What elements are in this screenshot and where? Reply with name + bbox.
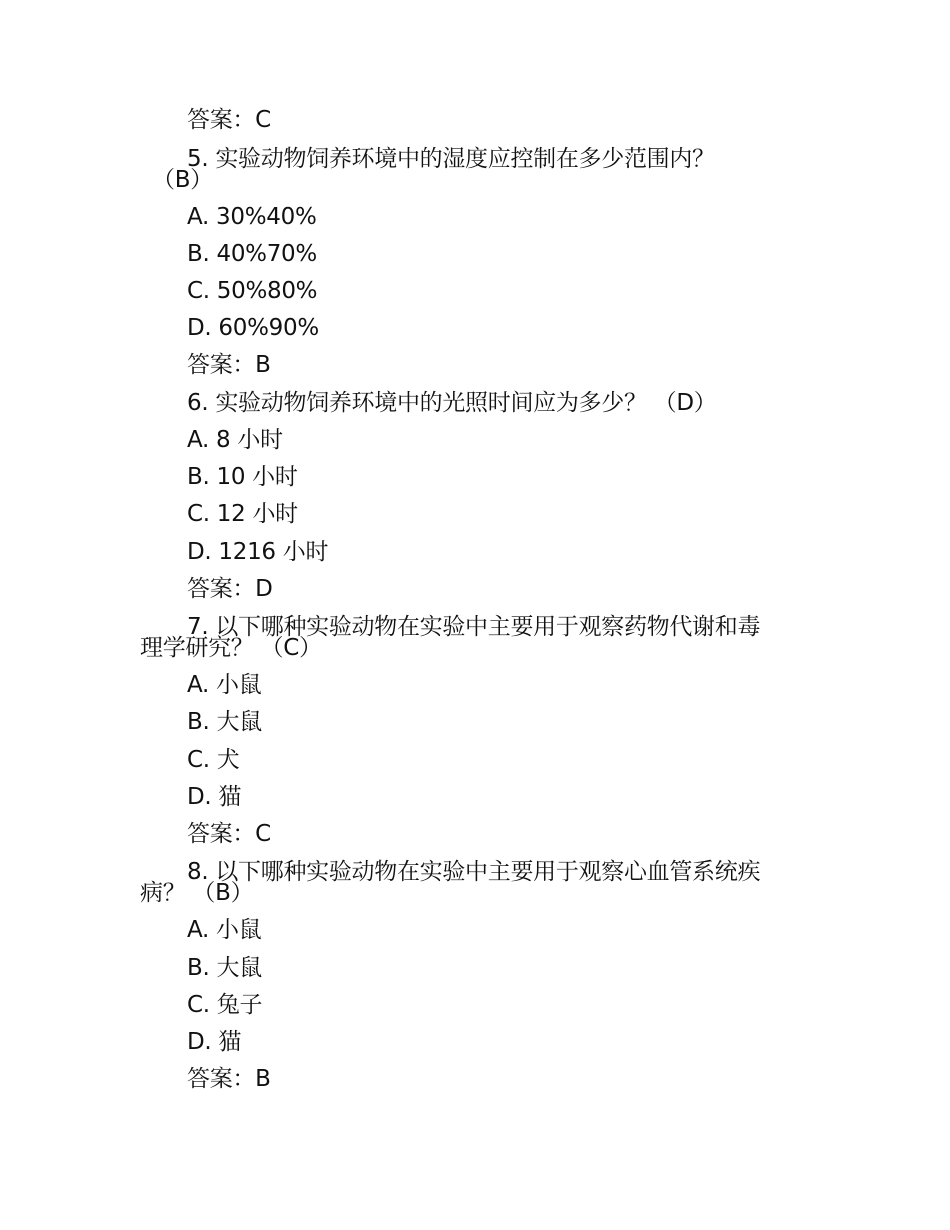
answer-line: 答案：C <box>187 821 271 847</box>
option-a: A. 小鼠 <box>187 672 262 698</box>
question-5: 5. 实验动物饲养环境中的湿度应控制在多少范围内？ <box>187 146 715 172</box>
option-b: B. 40%70% <box>187 241 317 267</box>
question-8: 8. 以下哪种实验动物在实验中主要用于观察心血管系统疾 <box>187 859 761 885</box>
question-5-continuation: （B） <box>152 167 213 193</box>
answer-line: 答案：B <box>187 1066 271 1092</box>
option-b: B. 大鼠 <box>187 709 262 735</box>
question-7-continuation: 理学研究？ （C） <box>140 635 322 661</box>
option-d: D. 1216 小时 <box>187 539 329 565</box>
option-c: C. 12 小时 <box>187 501 298 527</box>
answer-line: 答案：B <box>187 352 271 378</box>
option-a: A. 8 小时 <box>187 427 283 453</box>
option-b: B. 大鼠 <box>187 955 262 981</box>
option-a: A. 30%40% <box>187 204 317 230</box>
option-c: C. 兔子 <box>187 992 263 1018</box>
option-d: D. 60%90% <box>187 315 319 341</box>
option-d: D. 猫 <box>187 784 242 810</box>
question-8-continuation: 病？ （B） <box>140 880 254 906</box>
question-6: 6. 实验动物饲养环境中的光照时间应为多少？ （D） <box>187 390 717 416</box>
question-7: 7. 以下哪种实验动物在实验中主要用于观察药物代谢和毒 <box>187 614 761 640</box>
option-d: D. 猫 <box>187 1029 242 1055</box>
answer-line: 答案：D <box>187 576 273 602</box>
answer-line: 答案：C <box>187 107 271 133</box>
option-a: A. 小鼠 <box>187 917 262 943</box>
option-c: C. 犬 <box>187 747 240 773</box>
option-c: C. 50%80% <box>187 278 318 304</box>
option-b: B. 10 小时 <box>187 464 298 490</box>
